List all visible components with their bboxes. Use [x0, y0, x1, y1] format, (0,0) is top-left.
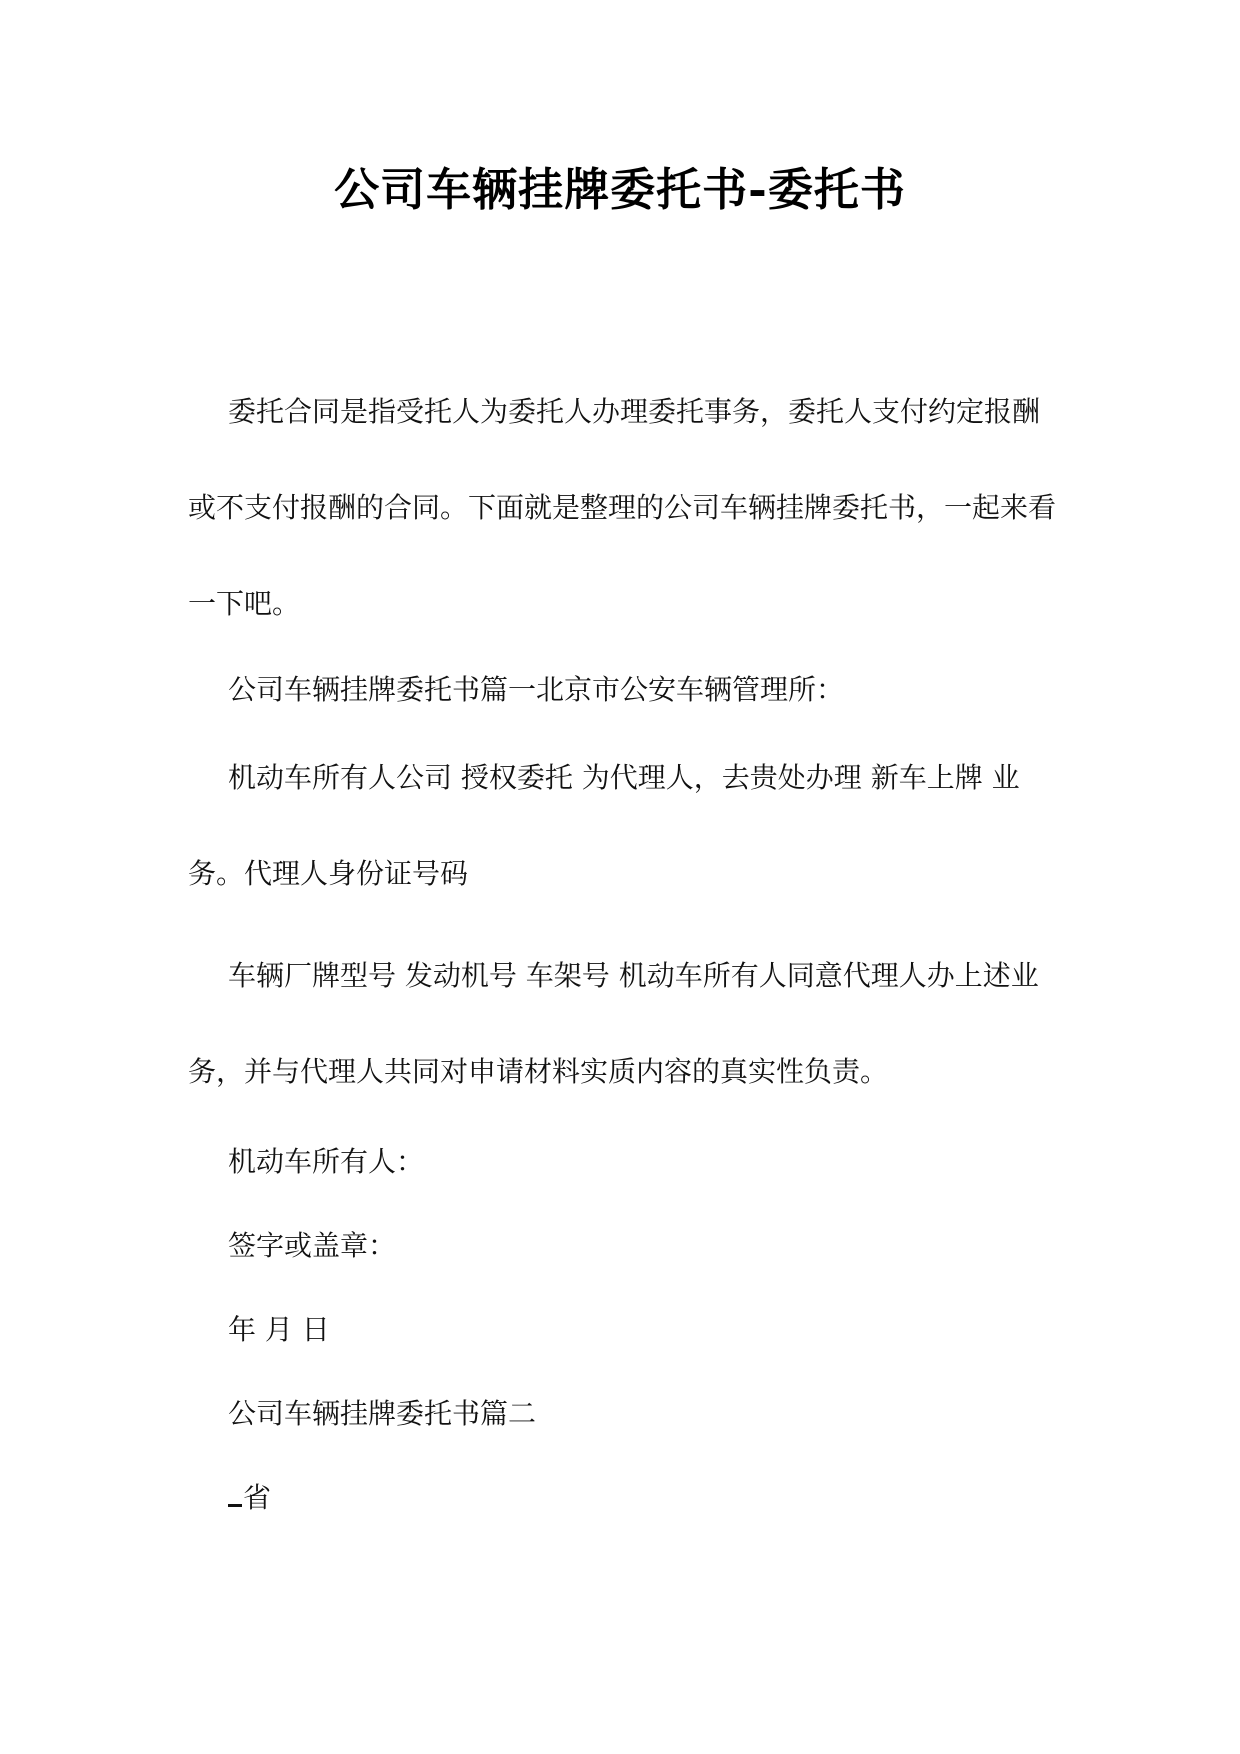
paragraph-owner-label: 机动车所有人：: [228, 1145, 425, 1178]
paragraph-province-line: [188, 1456, 1060, 1540]
province-text: 省: [243, 1481, 272, 1514]
paragraph-section-two-heading: 公司车辆挂牌委托书篇二: [228, 1397, 537, 1430]
paragraph-vehicle-details: 车辆厂牌型号 发动机号 车架号 机动车所有人同意代理人办上述业务，并与代理人共同对申请材料实质内容的真实性负责。: [188, 959, 1039, 1088]
blank-underline: [228, 1504, 242, 1507]
paragraph-intro: 委托合同是指受托人为委托人办理委托事务，委托人支付约定报酬或不支付报酬的合同。下面就是整理的公司车辆挂牌委托书，一起来看一下吧。: [188, 395, 1057, 620]
paragraph-date-line: 年 月 日: [228, 1313, 330, 1346]
paragraph-signature-label: 签字或盖章：: [228, 1229, 397, 1262]
paragraph-section-one-heading: 公司车辆挂牌委托书篇一北京市公安车辆管理所：: [228, 673, 845, 706]
paragraph-authorization: 机动车所有人公司 授权委托 为代理人，去贵处办理 新车上牌 业务。代理人身份证号码: [188, 761, 1020, 890]
document-title: 公司车辆挂牌委托书-委托书: [334, 163, 906, 216]
document-body: [188, 395, 1060, 1540]
